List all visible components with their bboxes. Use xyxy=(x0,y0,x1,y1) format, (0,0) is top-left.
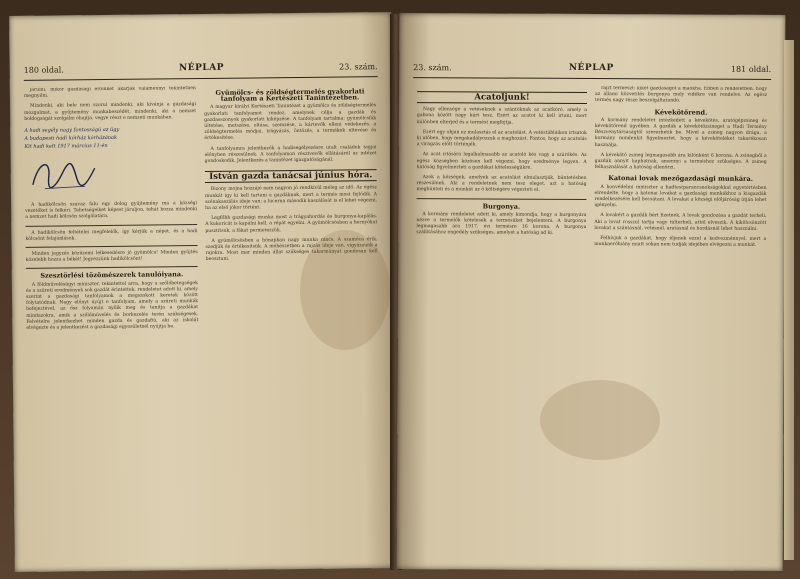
article-heading: Gyümölcs- és zöldségtermelés gyakorlati tanfolyam a Kertészeti Tanintézetben. xyxy=(215,87,365,104)
paragraph: Ezért egy ohjan ez mulasztás el az acatolást. A vetéstábláikon irtsatok ki időben, hogy megakadályozzuk a maghozást. Fontos, hogy az acatolás a virágzás előtt történjék. xyxy=(416,129,587,148)
right-column-1 xyxy=(415,85,587,556)
paragraph: Mindenki, aki bele nem szorul mindenki, aki kívánja a gazdasági mozgalmat, a gyűjtemény munkabeszédét, mindenki, aki a nemzet boldogságát szolgálni óhajtja, vegye részt e nemzeti munkában. xyxy=(24,102,197,122)
paragraph: A tanfolyamra jelentkezők a hadisegélyezésre utalt családok tagjai előnyben részesülnek. A tanfolyamon résztvevők ellátásáról az intézet gondoskodik. Jelentkezés a tanintézet igazgatóságánál. xyxy=(204,144,377,165)
page-number: 181 oldal. xyxy=(730,64,772,74)
paragraph: Felhívjuk a gazdákat, hogy éljenek ezzel a kedvezménnyel, mert a munkaerőhiány miatt sokan nem tudják idejében elvégezni a munkát. xyxy=(594,236,767,249)
handwritten-line: Kit hadi kelt 1917 március 11-én xyxy=(24,143,108,150)
paragraph: Azok a községek, amelyek az acatolást elmulasztják, büntetésben részesülnek. Aki a rendeletnek nem tesz eleget, azt a hatóság megbünteti és a munkát az ő költségére végezteti el. xyxy=(416,175,587,194)
article-heading: Kévekötőrend. xyxy=(654,107,708,117)
handwritten-note xyxy=(24,125,196,151)
paper-stain xyxy=(540,380,660,460)
article-heading: Katonai lovak mezőgazdasági munkára. xyxy=(608,174,753,184)
paragraph: A lovakért a gazdák bért fizetnek. A lovak gondozása a gazdát terheli. Aki a lovat rosszul tartja vagy túlterheli, attól elveszik. A kikölcsönzött lovakat a szántásnál, vetésnél, aratásnál és hordásnál lehet használni. xyxy=(594,213,767,232)
paragraph: Minden jegyzés közüzemi lelkesedésre jó gyümölcs! Minden gyűjtés közelebb hozza a békét! Jegyezzünk hadikölcsönt! xyxy=(25,250,198,264)
issue-number: 23. szám. xyxy=(413,62,452,72)
paragraph: rajzt termeszt: kiket gazdaságot a maokha. Ebben a rendeletben, hogy az állami közvetítés burgonya mely vidékre van rendelve. Az egész termés nagy része beszolgáltatandó. xyxy=(594,86,768,104)
page-number: 180 oldal. xyxy=(23,64,64,75)
paragraph: Nagy ellensége a vetéseknek a szántóknak az acatkóró, amely a gabona között nagy kárt tesz. Ezért az acatot ki kell irtani, mert különben elterjed és a termést megfojtja. xyxy=(416,107,587,126)
page-edges xyxy=(784,40,794,560)
left-page-header xyxy=(24,56,378,81)
paragraph: A kévekötő zsineg legmagasabb ára kilónként 6 korona. A zsinegből a gazdák annyit kaphatnak, amennyi a terméshez szükséges. A zsineg felhasználását a hatóság ellenőrzi. xyxy=(594,152,767,171)
right-page-header xyxy=(413,57,771,80)
paragraph: Az acat irtására legalkalmasabb az acatoló kés vagy a szúrókés. Az egész községben közösen kell végezni, hogy eredménye legyen. A hatóság figyelmezteti a gazdákat kötelességükre. xyxy=(416,152,587,171)
article-heading: Burgonya. xyxy=(482,202,521,211)
paragraph: A hadikölcsön feltételei megfelelők, így kérjük a népet, és a hadi kölcsönt felajánlások. xyxy=(25,228,198,242)
article-heading-large: István gazda tanácsai június hóra. xyxy=(205,169,377,183)
paragraph: járulni, mikor gazdasági erőinket akarják valamennyi tekintetben megnyilni. xyxy=(23,86,196,100)
paragraph: A kormány rendeletet intézkedett a kévekötés, aratógépzsineg és kévekötőrend ügyében. A gazdák a kévekötőzsineget a Hadi Termény Részvénytársaságtól szerezhetik be. Mivel a zsineg nagyon drága, a kormány mindenkit figyelmeztet, hogy a kéveköteléket takarékosan használja. xyxy=(594,117,767,148)
paragraph: A magyar királyi Kertészeti Tanintézet a gyümölcs és zöldségtermelés gyakorlati tanfolyamot rendez, amelynek célja a gazdák és gazdasszonyok gyakorlati kiképzése. A tanfolyam tartalma: gyümölcsfák ültetése, metszése, oltása, szemzése, a kártevők elleni védekezés, a zöldségtermelés módjai, trágyázás, öntözés, a termékek eltevése és értékesítése. xyxy=(204,103,377,142)
divider xyxy=(416,198,586,200)
paragraph: A hadikölcsön szavaz falu egy dolog gyűjtemény ma a községi vezetőket is felkéri. Tehetségeiket képest járuljon, tehát hozza mindenki a nemzet hadi kölcsön szolgálatára. xyxy=(25,201,198,221)
left-column-1 xyxy=(24,86,201,558)
paragraph: Bizony mojna hozzájó nem nagyon jó rendkívül meleg az idő. Az egész munkát így ki kell tartani a gazdáknak, mert a termés most fejlődik. A szénakaszálás ideje van; a lucerna második kaszálását is el lehet végezni, ha az első jókor történt. xyxy=(204,185,378,212)
paragraph: A honvédelmi miniszter a hadtestparancsnokságokkal egyetértésben elrendelte, hogy a katonai lovakat a gazdasági munkákhoz a kisgazdák rendelkezésére kell bocsátani. A lovakat a községi elöljáróság útján lehet igényelni. xyxy=(594,184,767,209)
masthead: NÉPLAP xyxy=(568,62,614,74)
handwritten-line: A budapesti hadi kórház kórházának xyxy=(24,134,118,142)
article-heading-large: Acatoljunk! xyxy=(417,91,587,104)
paragraph: A gyümölcsösben a hónapban nagy munka nincs. A szamóca érik, szedjük és értékesítsük. A méhészetben a rajzás ideje van, vigyázzunk a rajokra. Most mar minden állat szükséges takarmányát gondosan kell beosztani. xyxy=(205,237,378,263)
handwritten-line: A hadi segély nagy fontosságú az ügy xyxy=(24,126,120,134)
masthead: NÉPLAP xyxy=(178,62,225,74)
issue-number: 23. szám. xyxy=(339,61,378,72)
paragraph: Legfőbb gazdasági munka most a trágyahordás és burgonya-kapálás. A kukoricát is kapálni kell, a répát egyelni. A gyümölcsösben a hernyókat pusztítsuk, a fákat permetezzük. xyxy=(205,214,378,234)
right-column-2 xyxy=(593,86,767,557)
signature xyxy=(25,153,197,195)
divider xyxy=(26,245,198,248)
paper-stain xyxy=(300,230,390,350)
divider xyxy=(26,266,198,269)
divider xyxy=(25,224,197,227)
article-heading: Szesztörlési tözömészerek tanulóiyana. xyxy=(40,270,184,281)
paragraph: A kormány rendeletet adott ki, amely kimondja, hogy a burgonyára nézve a termelők kötelesek a termésüket bejelenteni. A burgonya legmagasabb ára 1917. évi termésre 16 korona. A burgonya szállításához engedély szükséges, amelyet a hatóság ad ki. xyxy=(416,211,587,237)
right-page xyxy=(397,13,786,571)
paragraph: A földművelésügyi miniszter, tekintettel arra, hogy a szőlőbetegségek és a szüreti eredmények sok gazdát érintettek, rendeletet adott ki, amely szerint a gazdasági tanfolyamok a megszokott keretek között folytatódnak. Nagy előnyt nyújt e tanfolyam, amely a szüreti munkák befejeztével, az ősz folyamán nyílik meg és tanítja a gazdákat mindazokra, amik a szőlőművelés és borkezelés terén szükségesek. Felvételre jelentkezhet minden gazda és gazdafiú, aki az iskolát elvégezte és a jelentkezést a gazdasági egyesületnél nyújtja be. xyxy=(25,280,199,331)
